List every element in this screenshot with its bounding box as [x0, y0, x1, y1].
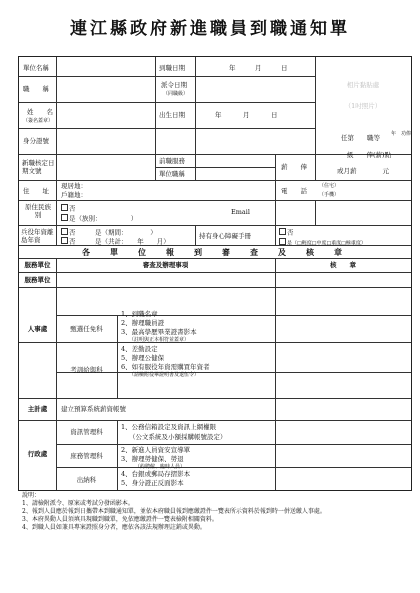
indigenous-yes: 是（族別： ） [69, 214, 138, 223]
cashier-item-2: 5、身分證正反面影本 [121, 479, 184, 487]
page-title: 連江縣政府新進職員到職通知單 [70, 19, 350, 39]
registered-address-label: 戶籍地： [61, 191, 87, 199]
notes-title: 說明： [22, 492, 41, 499]
indigenous-yes-checkbox[interactable] [61, 214, 68, 221]
disability-levels: 是（□輕度□中度□重度□極重度） [287, 240, 366, 247]
name-note: （簽名蓋章） [23, 118, 54, 124]
personnel-label: 人事處 [27, 325, 48, 333]
rank-note: 年 功俸 [391, 131, 412, 137]
photo-note: （1吋照片） [344, 102, 382, 110]
address-label: 住 址 [23, 187, 49, 195]
appoint-section: 甄選任免科 [70, 325, 103, 333]
col-unit: 服務單位 [24, 261, 51, 269]
evaluation-section: 考訓給與科 [70, 366, 103, 374]
note-3: 3、本府異動人員須填具現職到職單，免依應繳證件一覽表檢附相關資料。 [22, 516, 218, 523]
cashier-section: 出納科 [76, 476, 97, 484]
birth-month: 月 [243, 111, 250, 119]
phone-home: （住宅） [319, 183, 340, 189]
indigenous-no-checkbox[interactable] [61, 204, 68, 211]
general-item-note: （約聘僱、臨時人員） [135, 464, 186, 470]
birth-day: 日 [271, 111, 278, 119]
note-1: 1、請檢附派令、原案或考試分發函影本。 [22, 500, 134, 507]
military-checkbox-2[interactable] [61, 237, 68, 244]
general-item-1: 2、新進人員資安宣導單 [121, 446, 191, 454]
accounting-label: 主計處 [27, 405, 48, 413]
accounting-item: 建立預算系統薪資帳號 [61, 405, 126, 413]
name-label: 姓 名 [27, 108, 53, 116]
military-checkbox-1[interactable] [61, 228, 68, 235]
info-item-2: （公文系統及小額採購帳號設定） [129, 433, 227, 441]
military-option-1: 否 是（期間： ） [69, 228, 157, 237]
info-section: 資訊管理科 [70, 428, 103, 436]
birth-date-label: 出生日期 [159, 111, 185, 119]
appoint-item-note: （註明與正本相符並蓋章） [129, 337, 190, 343]
onboarding-form [18, 56, 412, 491]
eval-item-note: （請檢附役畢證明書及退伍令） [129, 372, 200, 378]
cashier-item-1: 4、台銀或郵局存摺影本 [121, 470, 191, 478]
service-unit-label: 服務單位 [24, 276, 51, 284]
rank-label: 任第 職等 [341, 134, 380, 142]
appoint-date-note: （同職級） [163, 91, 189, 97]
notes [22, 492, 406, 532]
appoint-item-2: 2、辦理職員證 [121, 319, 165, 327]
phone-label: 電 話 [281, 187, 307, 195]
onboard-date-label: 到職日期 [159, 64, 185, 72]
general-section: 庶務管理科 [70, 452, 103, 460]
military-label: 兵役年資離島年資 [21, 228, 54, 244]
birth-year: 年 [215, 111, 222, 119]
grade-label: 級 俸(薪)點 [347, 151, 392, 159]
photo-label: 相片黏貼處 [346, 81, 380, 89]
date-day: 日 [281, 64, 288, 72]
admin-label: 行政處 [27, 450, 48, 458]
disability-no-checkbox[interactable] [279, 228, 286, 235]
current-address-label: 現居地： [61, 182, 87, 190]
military-option-2: 否 是（共計： 年 月） [69, 237, 170, 246]
eval-item-1: 4、差勤設定 [121, 345, 158, 353]
appoint-item-3: 3、最高學歷畢業證書影本 [121, 328, 197, 336]
col-review: 審查及辦理事項 [142, 261, 189, 269]
disability-no: 否 [287, 228, 294, 237]
eval-item-2: 5、辦理公健保 [121, 354, 165, 362]
amount-label: 或月薪 元 [337, 167, 389, 175]
id-number-label: 身分證號 [23, 137, 49, 145]
indigenous-no: 否 [69, 204, 76, 213]
note-4: 4、到職人員如兼具專案證照身分者，應依各該法規辦理註銷或異動。 [22, 524, 206, 531]
info-item-1: 1、公務信箱設定及資訊上網權限 [121, 423, 217, 431]
indigenous-label: 原住民族 別 [25, 203, 58, 219]
eval-item-3: 6、如有服役年資需購買年資者 [121, 363, 210, 371]
appoint-date-label: 派令日期 [161, 81, 187, 89]
col-stamp: 核 章 [330, 261, 356, 269]
new-salary-label: 薪 俸 [281, 163, 307, 171]
disability-yes-checkbox[interactable] [279, 238, 286, 245]
date-month: 月 [255, 64, 262, 72]
note-2: 2、報到人員應於報到日攜帶本到職通知單，並依本府職員報到應繳證件一覽表所示資料於報到時一併送繳人事處。 [22, 508, 326, 515]
section-header: 各 單 位 報 到 審 查 及 核 章 [82, 247, 348, 257]
disability-label: 持有身心障礙手冊 [199, 232, 251, 240]
general-item-2: 3、辦理勞健保、勞退 [121, 455, 184, 463]
unit-name-label: 單位名稱 [23, 64, 49, 72]
prev-unit-label: 單位職稱 [159, 170, 185, 178]
title-label: 職 稱 [23, 85, 49, 93]
prev-service-label: 前職服務 [159, 157, 185, 165]
date-year: 年 [229, 64, 236, 72]
phone-mobile: （手機） [319, 192, 340, 198]
salary-date-label: 新職核定日期文號 [22, 159, 55, 175]
email-label: Email [231, 208, 250, 216]
appoint-item-1: 1、到職名章 [121, 310, 158, 318]
